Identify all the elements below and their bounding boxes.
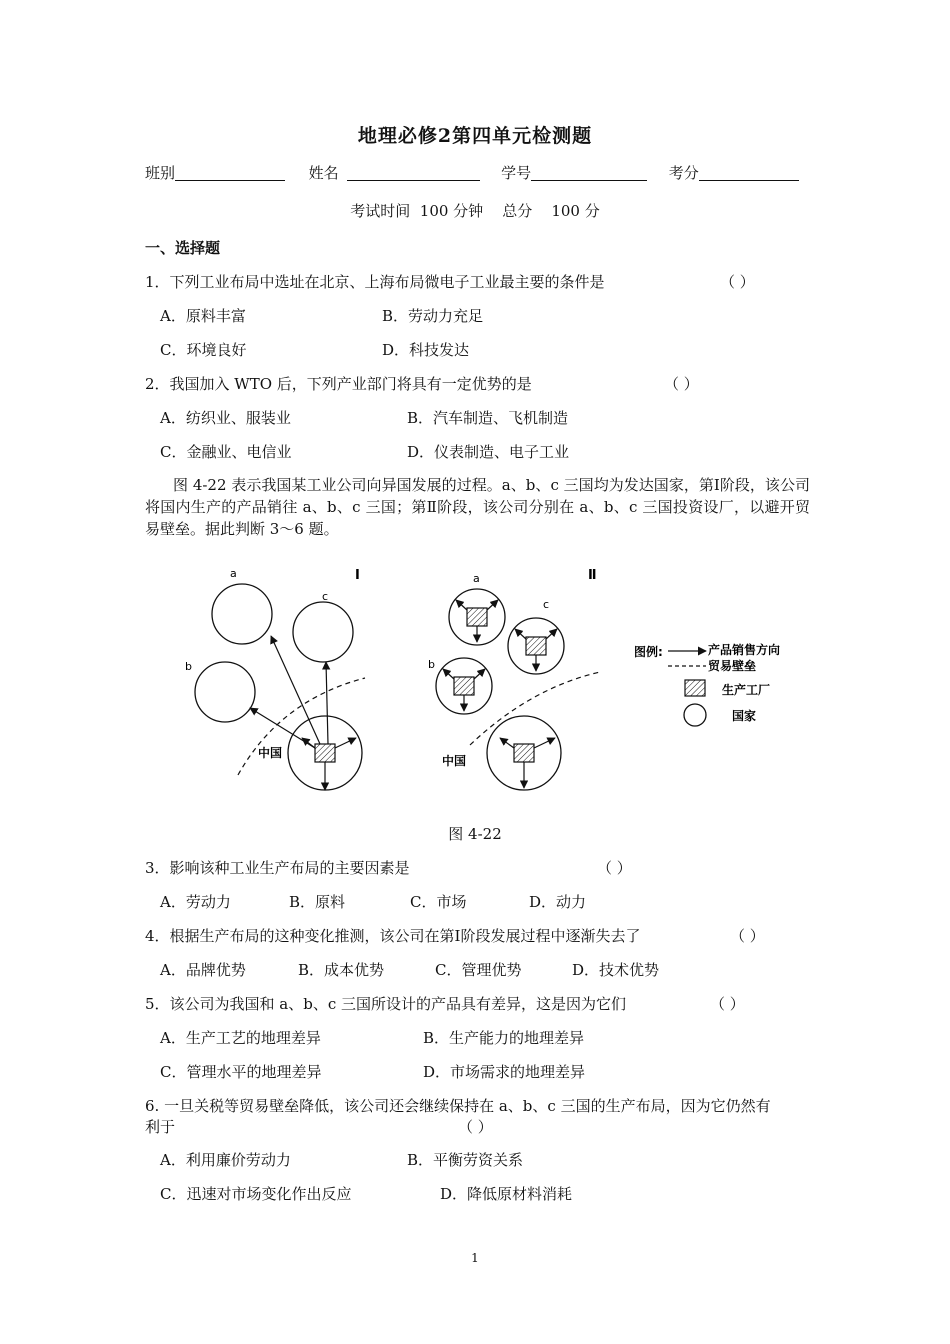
figure-legend bbox=[634, 642, 780, 726]
question-1 bbox=[145, 272, 605, 292]
score-label: 考分 bbox=[668, 164, 699, 182]
question-4 bbox=[145, 926, 640, 946]
legend-country-label: 国家 bbox=[732, 709, 757, 723]
answer-paren: （ ） bbox=[664, 375, 699, 393]
student-info-row bbox=[145, 163, 799, 183]
question-5 bbox=[145, 994, 626, 1014]
question-stem: 3．影响该种工业生产布局的主要因素是 bbox=[145, 859, 410, 877]
country-c-circle bbox=[293, 602, 353, 662]
option-c: C．管理优势 bbox=[435, 961, 522, 979]
legend-country-icon bbox=[684, 704, 706, 726]
sales-arrow-to-c bbox=[326, 662, 328, 744]
name-label: 姓名 bbox=[308, 164, 339, 182]
exam-time: 考试时间 100 分钟 总分 100 分 bbox=[350, 202, 600, 220]
score-blank[interactable] bbox=[699, 164, 799, 181]
page-number: 1 bbox=[471, 1251, 479, 1265]
question-3 bbox=[145, 858, 410, 878]
answer-paren: （ ） bbox=[730, 927, 765, 945]
sales-arrow bbox=[474, 669, 485, 679]
answer-paren: （ ） bbox=[597, 859, 632, 877]
id-label: 学号 bbox=[501, 164, 532, 182]
section-heading: 一、选择题 bbox=[145, 239, 221, 257]
sales-arrow bbox=[443, 669, 454, 679]
class-label: 班别 bbox=[145, 164, 176, 182]
option-a: A．劳动力 bbox=[160, 893, 231, 911]
option-c: C．环境良好 bbox=[160, 341, 247, 359]
question-6-line-2: 利于 bbox=[145, 1118, 176, 1136]
legend-factory-label: 生产工厂 bbox=[722, 683, 771, 697]
option-b: B．原料 bbox=[289, 893, 346, 911]
figure-4-22-diagram bbox=[170, 560, 820, 805]
option-a: A．品牌优势 bbox=[160, 961, 246, 979]
option-a: A．原料丰富 bbox=[160, 307, 246, 325]
country-a-label: a bbox=[230, 567, 237, 580]
question-stem: 6. 一旦关税等贸易壁垒降低，该公司还会继续保持在 a、b、c 三国的生产布局，因为它仍然有 bbox=[145, 1097, 771, 1115]
sales-arrow bbox=[456, 600, 467, 610]
option-c: C．迅速对市场变化作出反应 bbox=[160, 1185, 352, 1203]
answer-paren: （ ） bbox=[458, 1118, 493, 1136]
trade-barrier-line bbox=[470, 672, 600, 745]
answer-paren: （ ） bbox=[710, 995, 745, 1013]
figure-intro-paragraph: 图 4-22 表示我国某工业公司向异国发展的过程。a、b、c 三国均为发达国家，第Ⅰ阶段，该公司将国内生产的产品销往 a、b、c 三国；第Ⅱ阶段，该公司分别在 a、b、c 三国投资设厂，以避开贸易壁垒。据此判断 3～6 题。 bbox=[145, 476, 810, 538]
legend-barrier-label: 贸易壁垒 bbox=[708, 659, 757, 673]
factory-icon bbox=[315, 744, 335, 762]
sales-arrow bbox=[546, 629, 557, 639]
name-blank[interactable] bbox=[347, 164, 480, 181]
factory-icon bbox=[454, 677, 474, 695]
sales-arrow-domestic bbox=[500, 738, 514, 748]
legend-title: 图例: bbox=[634, 645, 663, 659]
country-c-label: c bbox=[322, 590, 329, 603]
country-b-label: b bbox=[185, 660, 192, 673]
option-b: B．成本优势 bbox=[298, 961, 385, 979]
option-d: D．技术优势 bbox=[572, 961, 660, 979]
trade-barrier-line bbox=[238, 678, 365, 775]
option-a: A．生产工艺的地理差异 bbox=[160, 1029, 321, 1047]
figure-caption: 图 4-22 bbox=[448, 825, 502, 843]
option-b: B．劳动力充足 bbox=[382, 307, 484, 325]
stage-2-label: Ⅱ bbox=[588, 568, 597, 583]
question-stem: 5．该公司为我国和 a、b、c 三国所设计的产品具有差异，这是因为它们 bbox=[145, 995, 627, 1013]
sales-arrow-to-a bbox=[271, 636, 320, 744]
question-stem: 2．我国加入 WTO 后，下列产业部门将具有一定优势的是 bbox=[145, 375, 532, 393]
sales-arrow-domestic bbox=[335, 738, 356, 748]
sales-arrow-domestic bbox=[302, 738, 315, 748]
sales-arrow-to-b bbox=[250, 708, 315, 748]
sales-arrow bbox=[487, 600, 498, 610]
legend-arrow-label: 产品销售方向 bbox=[708, 643, 781, 657]
option-d: D．仪表制造、电子工业 bbox=[407, 443, 570, 461]
country-c-label: c bbox=[543, 598, 550, 611]
page-title: 地理必修2第四单元检测题 bbox=[357, 125, 593, 147]
option-d: D．科技发达 bbox=[382, 341, 470, 359]
question-6 bbox=[145, 1096, 771, 1116]
stage-1-label: Ⅰ bbox=[355, 568, 360, 583]
factory-icon bbox=[467, 608, 487, 626]
question-stem: 4．根据生产布局的这种变化推测，该公司在第Ⅰ阶段发展过程中逐渐失去了 bbox=[145, 927, 641, 945]
country-b-circle bbox=[195, 662, 255, 722]
option-b: B．生产能力的地理差异 bbox=[423, 1029, 585, 1047]
answer-paren: （ ） bbox=[720, 273, 755, 291]
option-c: C．市场 bbox=[410, 893, 467, 911]
option-a: A．利用廉价劳动力 bbox=[160, 1151, 291, 1169]
china-label: 中国 bbox=[258, 746, 283, 760]
option-d: D．降低原材料消耗 bbox=[440, 1185, 573, 1203]
legend-factory-icon bbox=[685, 680, 705, 696]
sales-arrow bbox=[515, 629, 526, 639]
option-b: B．汽车制造、飞机制造 bbox=[407, 409, 569, 427]
factory-icon bbox=[526, 637, 546, 655]
option-a: A．纺织业、服装业 bbox=[160, 409, 291, 427]
question-2 bbox=[145, 374, 532, 394]
option-d: D．动力 bbox=[529, 893, 587, 911]
china-label: 中国 bbox=[442, 754, 467, 768]
factory-icon bbox=[514, 744, 534, 762]
option-c: C．金融业、电信业 bbox=[160, 443, 292, 461]
option-c: C．管理水平的地理差异 bbox=[160, 1063, 322, 1081]
question-stem: 1．下列工业布局中选址在北京、上海布局微电子工业最主要的条件是 bbox=[145, 273, 605, 291]
option-b: B．平衡劳资关系 bbox=[407, 1151, 524, 1169]
option-d: D．市场需求的地理差异 bbox=[423, 1063, 586, 1081]
id-blank[interactable] bbox=[531, 164, 647, 181]
sales-arrow-domestic bbox=[534, 738, 555, 748]
country-a-label: a bbox=[473, 572, 480, 585]
class-blank[interactable] bbox=[175, 164, 285, 181]
country-a-circle bbox=[212, 584, 272, 644]
country-b-label: b bbox=[428, 658, 435, 671]
